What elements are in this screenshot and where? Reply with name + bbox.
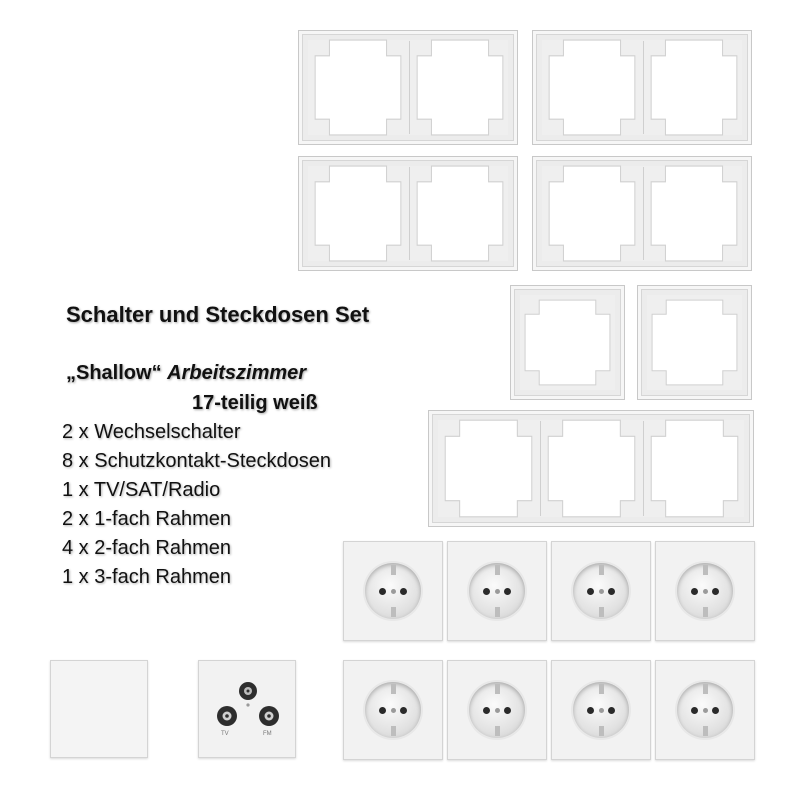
socket-icon (469, 563, 525, 619)
fm-label: FM (263, 731, 272, 737)
socket-outlet (343, 541, 443, 641)
socket-outlet (343, 660, 443, 760)
socket-icon (365, 682, 421, 738)
socket-icon (573, 682, 629, 738)
series-room: Arbeitszimmer (167, 362, 307, 384)
double-frame-1 (298, 30, 518, 145)
socket-outlet (447, 660, 547, 760)
socket-icon (365, 563, 421, 619)
socket-outlet (551, 541, 651, 641)
series-line (66, 362, 306, 385)
socket-outlet (551, 660, 651, 760)
item-line-3: 1 x TV/SAT/Radio (62, 479, 221, 501)
socket-outlet (447, 541, 547, 641)
socket-icon (677, 563, 733, 619)
switch-rocker (50, 660, 148, 758)
single-frame-1 (510, 285, 625, 400)
double-frame-4 (532, 156, 752, 271)
item-line-1: 2 x Wechselschalter (62, 421, 241, 443)
product-title: Schalter und Steckdosen Set (66, 302, 370, 327)
item-line-6: 1 x 3-fach Rahmen (62, 566, 231, 588)
double-frame-2 (532, 30, 752, 145)
socket-icon (677, 682, 733, 738)
piece-count-color: 17-teilig weiß (192, 392, 318, 414)
series-name: „Shallow“ (66, 362, 162, 384)
socket-icon (573, 563, 629, 619)
item-line-4: 2 x 1-fach Rahmen (62, 508, 231, 530)
socket-outlet (655, 541, 755, 641)
socket-outlet (655, 660, 755, 760)
single-frame-2 (637, 285, 752, 400)
triple-frame (428, 410, 754, 527)
tv-label: TV (221, 731, 229, 737)
antenna-connectors-icon (199, 661, 297, 759)
item-line-2: 8 x Schutzkontakt-Steckdosen (62, 450, 332, 472)
item-line-5: 4 x 2-fach Rahmen (62, 537, 231, 559)
double-frame-3 (298, 156, 518, 271)
socket-icon (469, 682, 525, 738)
tv-sat-radio-outlet (198, 660, 296, 758)
